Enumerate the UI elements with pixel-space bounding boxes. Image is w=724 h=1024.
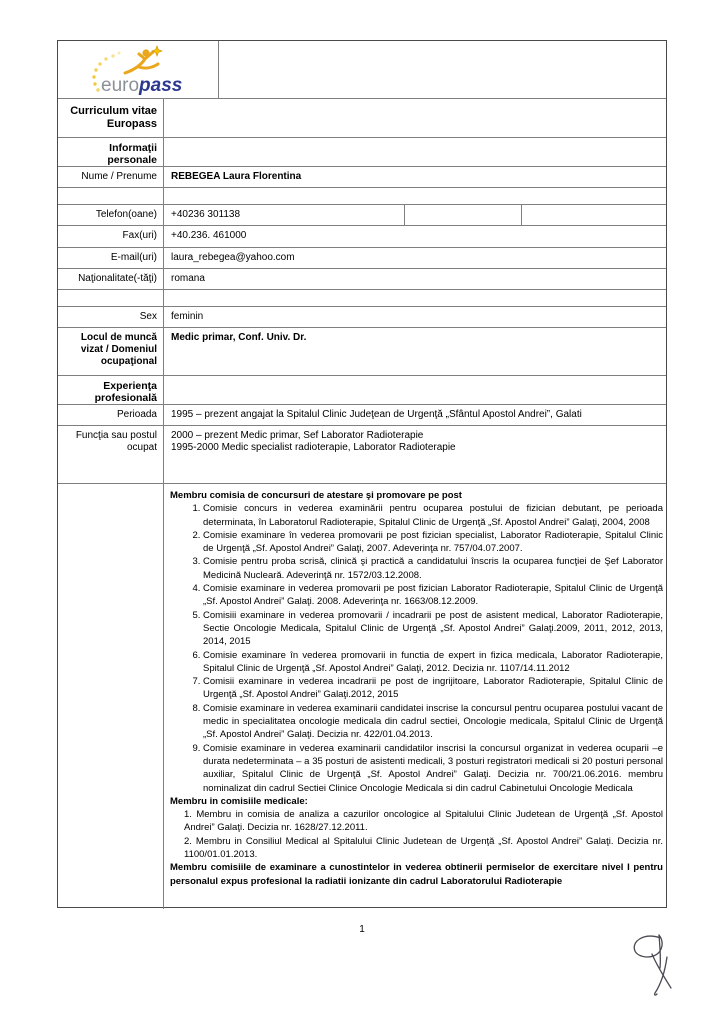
logo-text-euro: euro [101, 74, 140, 96]
experience-value-empty [164, 376, 666, 404]
name-label: Nume / Prenume [58, 167, 164, 187]
phone-empty-cell-2 [522, 205, 666, 225]
period-label: Perioada [58, 405, 164, 425]
europass-cv-table [57, 40, 667, 908]
phone-label: Telefon(oane) [58, 205, 164, 225]
signature [625, 930, 687, 1004]
experience-label: Experienţa profesională [58, 376, 164, 404]
personal-info-value-empty [164, 138, 666, 166]
job-label: Locul de muncă vizat / Domeniul ocupaţional [58, 328, 164, 375]
position-row [58, 426, 666, 484]
period-value: 1995 – prezent angajat la Spitalul Clinic Judeţean de Urgenţă „Sfântul Apostol Andrei”, Galati [171, 409, 582, 420]
committees-content [164, 484, 666, 909]
position-value [164, 426, 666, 483]
star-icon [152, 46, 162, 56]
spacer-value [164, 290, 666, 306]
committees-label-empty [58, 484, 164, 909]
svg-text:europass [101, 75, 182, 96]
committee-item: 9. Comisie examinare in vederea examinarii candidatilor inscrisi la concursul organizat in vederea ocuparii –e durata nedeterminata – a 35 posturi de asistenti medicali, 3 posturi registratori medicali si 20 posturi personal auxiliar, Spitalul Clinic de Urgenţă „Sf. Apostol Andrei” Galaţi. Decizia nr. 700/21.06.2016. membru nominalizat din cadrul Sectiei Clinice Oncologie Medicala si din cadrul Cabinetului Oncologie Medicala [203, 742, 663, 795]
committees-row [58, 484, 666, 909]
europass-figure-icon [125, 52, 158, 73]
nationality-value: romana [171, 273, 205, 284]
committee-item: 7. Comisii examinare in vederea incadrarii pe post de ingrijitoare, Laborator Radioterapie, Spitalul Clinic de Urgenţă „Sf. Apostol Andrei” Galaţi.2012, 2015 [203, 675, 663, 702]
cv-title-value-empty [164, 99, 666, 137]
closing-statement: Membru comisiile de examinare a cunostintelor in vederea obtinerii permiselor de exercitare nivel I pentru personalul expus profesional la radiatii ionizante din cadrul Laboratorului Radioterapie [170, 862, 663, 887]
logo-row [58, 41, 666, 99]
medical-committee-item: 1. Membru in comisia de analiza a cazurilor oncologice al Spitalului Clinic Judetean de Urgenţă „Sf. Apostol Andrei” Galaţi. Decizia nr. 1628/27.12.2011. [184, 809, 663, 834]
spacer-row [58, 290, 666, 307]
phone-row [58, 205, 666, 226]
europass-logo-icon [79, 44, 197, 96]
phone-value: +40236 301138 [164, 205, 405, 225]
period-row [58, 405, 666, 426]
fax-row [58, 226, 666, 248]
committee-item: 4. Comisie examinare in vederea promovarii pe post fizician Laborator Radioterapie, Spitalul Clinic de Urgenţă „Sf. Apostol Andrei” Galaţi. 2008. Adeverinţa nr. 1663/08.12.2009. [203, 582, 663, 609]
committee-item: 3. Comisie pentru proba scrisă, clinică şi practică a candidatului înscris la ocuparea funcţiei de Şef Laborator Medicină Nucleară. Adeverinţă nr. 1572/03.12.2008. [203, 555, 663, 582]
cv-title-row [58, 99, 666, 138]
name-value: REBEGEA Laura Florentina [171, 171, 302, 182]
sex-value: feminin [171, 311, 204, 322]
spacer-value [164, 188, 666, 204]
fax-label: Fax(uri) [58, 226, 164, 247]
name-row [58, 167, 666, 188]
cv-title: Curriculum vitae Europass [58, 99, 164, 137]
personal-info-label: Informaţii personale [58, 138, 164, 166]
fax-value: +40.236. 461000 [171, 230, 247, 241]
committee-item: 6. Comisie examinare în vederea promovarii in functia de expert in fizica medicala, Laborator Radioterapie, Spitalul Clinic de Urgenţă „Sf. Apostol Andrei” Galaţi, 2012. Decizia nr. 1107/14.11.2012 [203, 649, 663, 676]
job-row [58, 328, 666, 376]
logo-text-pass: pass [139, 74, 183, 96]
spacer-row [58, 188, 666, 205]
position-label: Funcţia sau postul ocupat [58, 426, 164, 483]
committee-item: 5. Comisiii examinare in vederea promovarii / incadrarii pe post de asistent medical, Laborator Radioterapie, Sectie Oncologie Medicala, Spitalul Clinic de Urgenţă „Sf. Apostol Andrei” Galaţi.2009, 2011, 2012, 2013, 2014, 2015 [203, 609, 663, 649]
committee-list [170, 502, 663, 795]
committee-item: 2. Comisie examinare în vederea promovarii pe post fizician specialist, Laborator Radioterapie, Spitalul Clinic de Urgenţă „Sf. Apostol Andrei” Galaţi, 2007. Adeverinţa nr. 757/04.07.2007. [203, 529, 663, 556]
logo-row-empty-cell [219, 41, 666, 98]
email-value: laura_rebegea@yahoo.com [171, 252, 295, 263]
email-label: E-mail(uri) [58, 248, 164, 268]
email-row [58, 248, 666, 269]
committee-item: 1. Comisie concurs in vederea examinării pentru ocuparea postului de fizician debutant, pe perioada determinata, în Laboratorul Radioterapie, Spitalul Clinic de Urgenţă „Sf. Apostol Andrei” Galaţi, 2004, 2008 [203, 502, 663, 529]
medical-committee-heading: Membru in comisiile medicale: [170, 795, 308, 807]
spacer-label [58, 290, 164, 306]
job-value: Medic primar, Conf. Univ. Dr. [171, 332, 307, 343]
europass-logo [58, 41, 219, 98]
sex-row [58, 307, 666, 328]
sex-label: Sex [58, 307, 164, 327]
experience-row [58, 376, 666, 405]
position-value-line2: 1995-2000 Medic specialist radioterapie, Laborator Radioterapie [171, 442, 456, 453]
nationality-row [58, 269, 666, 290]
committee-heading: Membru comisia de concursuri de atestare şi promovare pe post [170, 490, 462, 501]
position-value-line1: 2000 – prezent Medic primar, Sef Laborator Radioterapie [171, 430, 424, 441]
spacer-label [58, 188, 164, 204]
medical-committee-item: 2. Membru in Consiliul Medical al Spitalului Clinic Judetean de Urgenţă „Sf. Apostol Andrei” Galaţi. Decizia nr. 1100/01.01.2013. [184, 835, 663, 861]
nationality-label: Naţionalitate(-tăţi) [58, 269, 164, 289]
phone-empty-cell-1 [405, 205, 522, 225]
committee-item: 8. Comisie examinare in vederea examinarii candidatei inscrise la concursul pentru ocuparea postului vacant de medic in specialitatea oncologie medicala din cadrul sectiei, Oncologie medicala, Spitalul Clinic de Urgenţă „Sf. Apostol Andrei” Galaţi. Decizia nr. 422/01.04.2013. [203, 702, 663, 742]
personal-info-row [58, 138, 666, 167]
page-number: 1 [359, 924, 365, 935]
